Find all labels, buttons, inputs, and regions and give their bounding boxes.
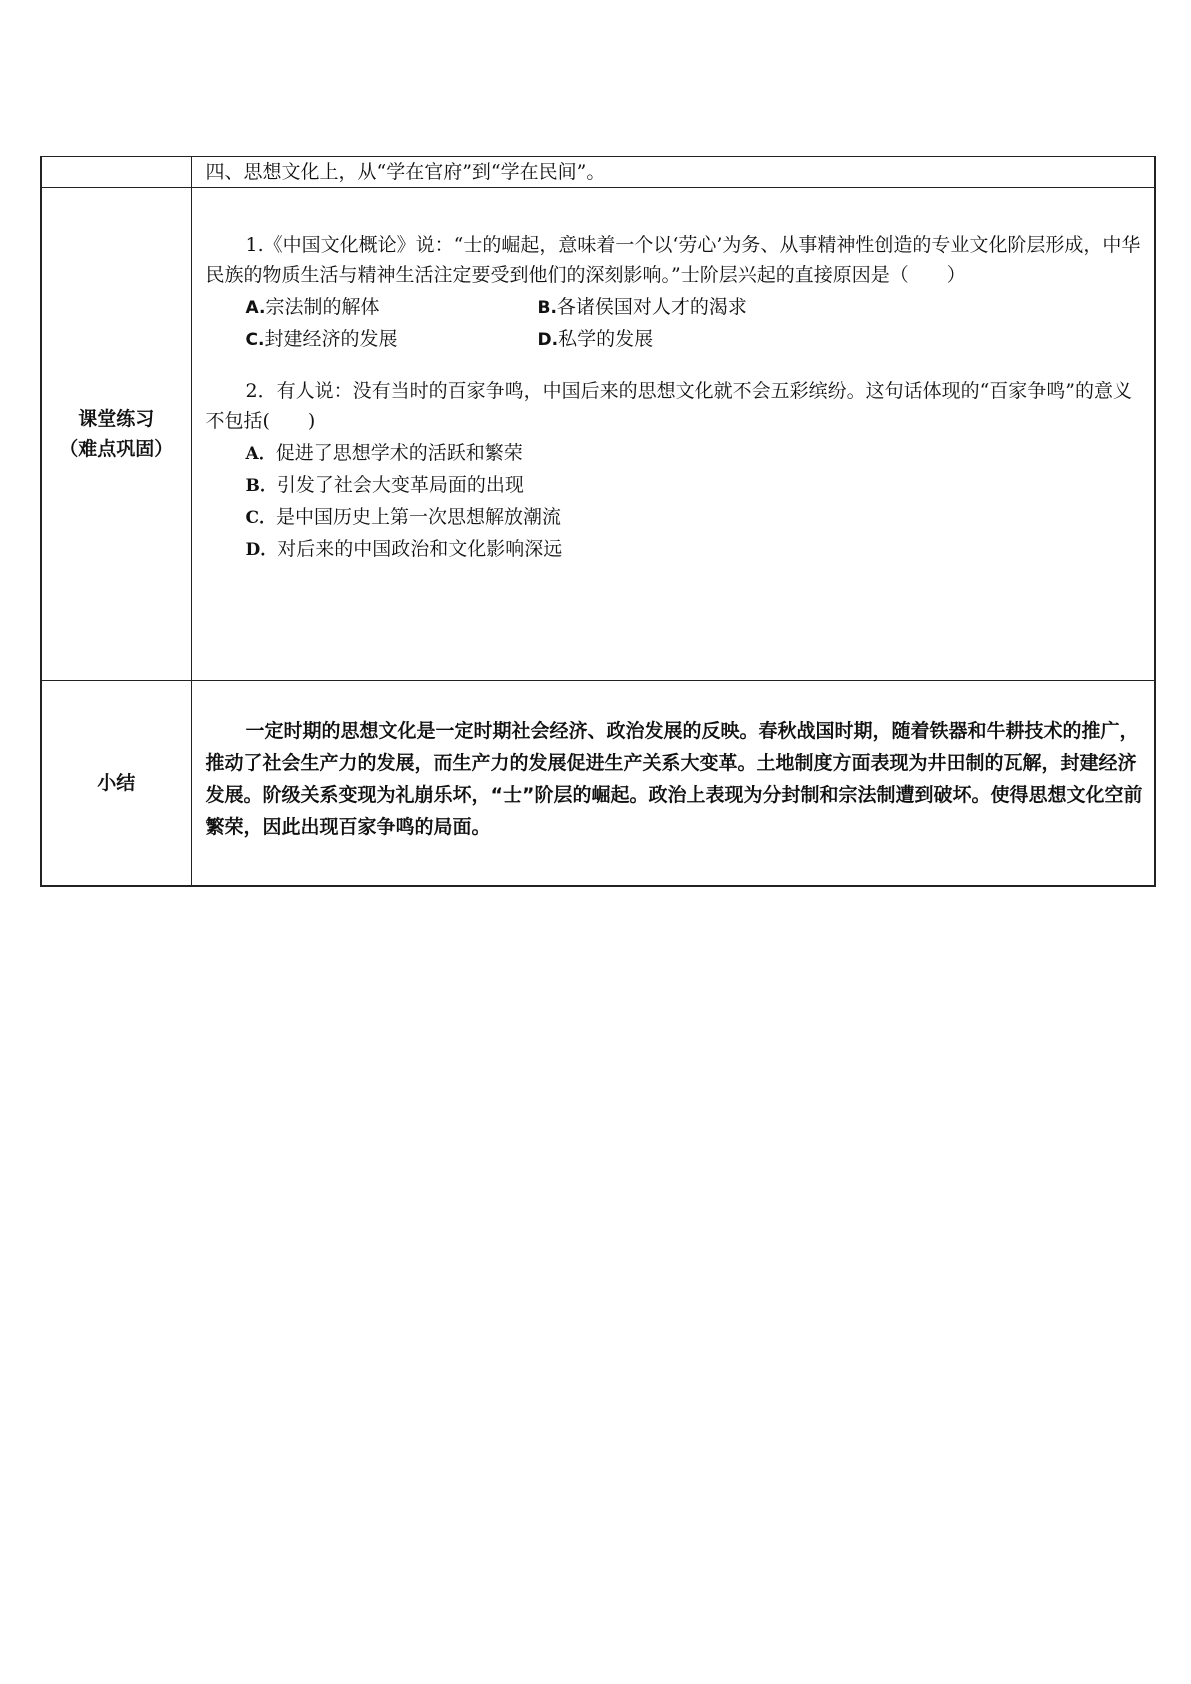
- question-1-option-b: [538, 292, 858, 324]
- option-text: 引发了社会大变革局面的出现: [276, 474, 524, 496]
- summary-content-cell: [191, 681, 1155, 887]
- option-label: D.: [537, 330, 559, 350]
- continuation-text: 四、思想文化上，从“学在官府”到“学在民间”。: [191, 157, 1155, 188]
- option-text: 宗法制的解体: [265, 296, 380, 318]
- option-label: C.: [245, 330, 265, 350]
- option-text: 私学的发展: [558, 328, 654, 350]
- option-label: C．: [245, 508, 277, 528]
- empty-label-cell: [41, 157, 191, 188]
- question-2-option-c: [246, 502, 1145, 534]
- option-text: 封建经济的发展: [264, 328, 398, 350]
- question-2-stem: 2．有人说：没有当时的百家争鸣，中国后来的思想文化就不会五彩缤纷。这句话体现的“百家争鸣”的意义不包括( ): [205, 380, 1133, 432]
- summary-label: 小结: [41, 681, 191, 887]
- option-text: 是中国历史上第一次思想解放潮流: [276, 506, 562, 528]
- option-text: 促进了思想学术的活跃和繁荣: [275, 442, 523, 464]
- question-1-option-a: [246, 292, 538, 324]
- exercise-content-cell: [191, 188, 1155, 681]
- option-label: A.: [245, 298, 266, 318]
- table-row-exercise: [41, 188, 1155, 681]
- option-text: 对后来的中国政治和文化影响深远: [277, 538, 563, 560]
- exercise-label: 课堂练习: [78, 408, 155, 430]
- option-text: 各诸侯国对人才的渴求: [556, 296, 747, 318]
- exercise-sublabel: （难点巩固）: [59, 438, 174, 460]
- question-1-options: [246, 292, 1145, 356]
- question-1-option-d: [538, 324, 858, 356]
- question-2-option-d: [246, 534, 1145, 566]
- question-2-options: [246, 438, 1145, 566]
- question-2-option-a: [246, 438, 1145, 470]
- lesson-plan-table: [40, 156, 1156, 887]
- question-2-option-b: [246, 470, 1145, 502]
- summary-text: 一定时期的思想文化是一定时期社会经济、政治发展的反映。春秋战国时期，随着铁器和牛耕技术的推广，推动了社会生产力的发展，而生产力的发展促进生产关系大变革。土地制度方面表现为井田制的瓦解，封建经济发展。阶级关系变现为礼崩乐坏，“士”阶层的崛起。政治上表现为分封制和宗法制遭到破坏。使得思想文化空前繁荣，因此出现百家争鸣的局面。: [205, 720, 1143, 838]
- option-label: A．: [245, 444, 276, 464]
- table-row-summary: [41, 681, 1155, 887]
- exercise-label-cell: [41, 188, 191, 681]
- question-1-option-c: [246, 324, 538, 356]
- option-label: D．: [245, 540, 278, 560]
- table-row-continuation: [41, 157, 1155, 188]
- option-label: B.: [537, 298, 557, 318]
- question-1-stem: 1.《中国文化概论》说：“士的崛起，意味着一个以‘劳心’为务、从事精神性创造的专业文化阶层形成，中华民族的物质生活与精神生活注定要受到他们的深刻影响。”士阶层兴起的直接原因是（ ）: [205, 234, 1141, 286]
- option-label: B．: [245, 476, 277, 496]
